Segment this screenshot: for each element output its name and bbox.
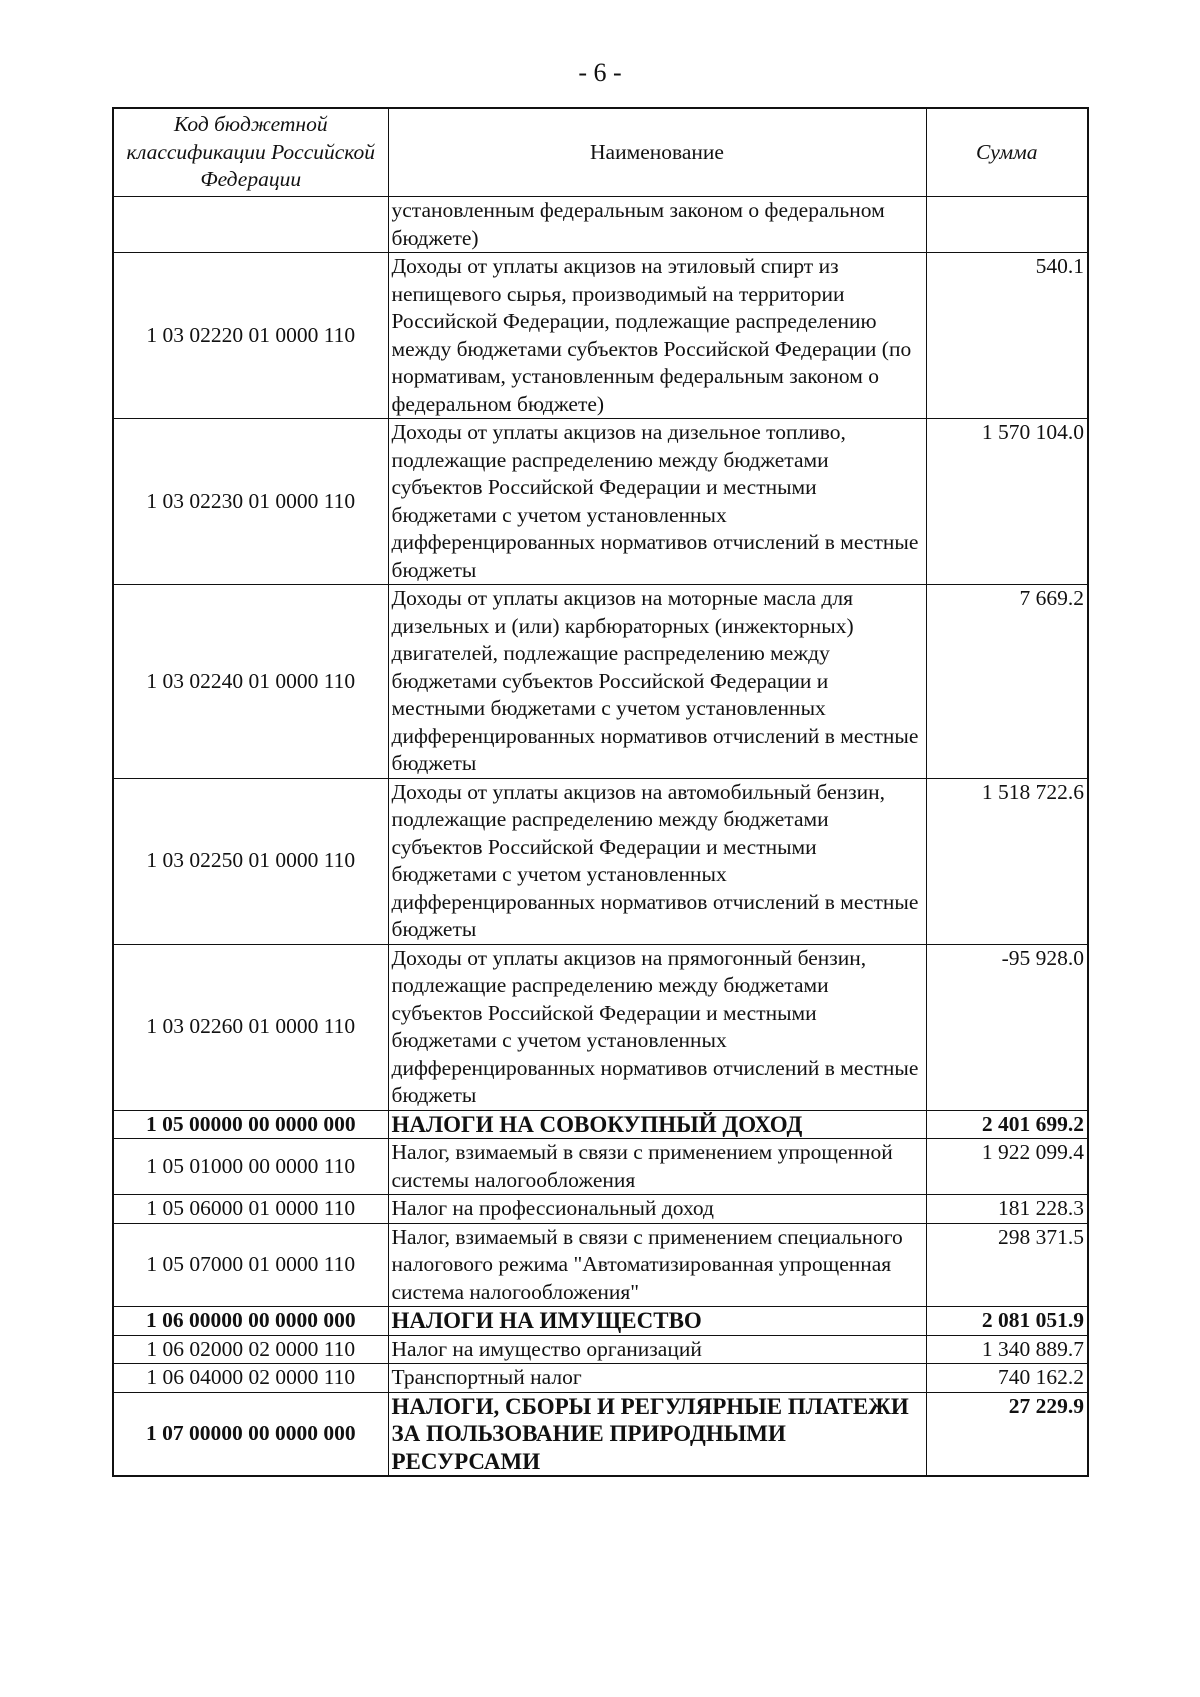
row-name: установленным федеральным законом о федеральном бюджете) — [388, 197, 926, 253]
row-code: 1 07 00000 00 0000 000 — [113, 1392, 388, 1476]
row-name: Доходы от уплаты акцизов на дизельное топливо, подлежащие распределению между бюджетами субъектов Российской Федерации и местными бюджетами с учетом установленных дифференцированных нормативов отчислений в местные бюджеты — [388, 419, 926, 585]
row-code: 1 06 02000 02 0000 110 — [113, 1335, 388, 1364]
row-code: 1 03 02260 01 0000 110 — [113, 944, 388, 1110]
row-code: 1 03 02230 01 0000 110 — [113, 419, 388, 585]
row-name: Налог, взимаемый в связи с применением упрощенной системы налогообложения — [388, 1139, 926, 1195]
row-sum: 1 340 889.7 — [926, 1335, 1088, 1364]
page-number: - 6 - — [578, 58, 622, 87]
row-sum — [926, 197, 1088, 253]
row-name: Налог, взимаемый в связи с применением специального налогового режима "Автоматизированная упрощенная система налогообложения" — [388, 1223, 926, 1307]
row-sum: 27 229.9 — [926, 1392, 1088, 1476]
row-sum: 740 162.2 — [926, 1364, 1088, 1393]
row-code: 1 06 00000 00 0000 000 — [113, 1307, 388, 1336]
row-sum: 181 228.3 — [926, 1195, 1088, 1224]
row-code: 1 05 06000 01 0000 110 — [113, 1195, 388, 1224]
row-code: 1 06 04000 02 0000 110 — [113, 1364, 388, 1393]
table-row — [113, 1110, 1088, 1139]
table-row — [113, 419, 1088, 585]
row-name: Доходы от уплаты акцизов на моторные масла для дизельных и (или) карбюраторных (инжекторных) двигателей, подлежащие распределению между бюджетами субъектов Российской Федерации и местными бюджетами с учетом установленных дифференцированных нормативов отчислений в местные бюджеты — [388, 585, 926, 779]
row-code — [113, 197, 388, 253]
table-row — [113, 1139, 1088, 1195]
row-sum: 298 371.5 — [926, 1223, 1088, 1307]
row-name: Транспортный налог — [388, 1364, 926, 1393]
row-code: 1 03 02250 01 0000 110 — [113, 778, 388, 944]
table-body — [113, 197, 1088, 1477]
table-row — [113, 253, 1088, 419]
header-name: Наименование — [388, 108, 926, 197]
row-code: 1 03 02220 01 0000 110 — [113, 253, 388, 419]
row-name: Доходы от уплаты акцизов на этиловый спирт из непищевого сырья, производимый на территории Российской Федерации, подлежащие распределению между бюджетами субъектов Российской Федерации (по нормативам, установленным федеральным законом о федеральном бюджете) — [388, 253, 926, 419]
row-name: НАЛОГИ, СБОРЫ И РЕГУЛЯРНЫЕ ПЛАТЕЖИ ЗА ПОЛЬЗОВАНИЕ ПРИРОДНЫМИ РЕСУРСАМИ — [388, 1392, 926, 1476]
table-row — [113, 197, 1088, 253]
row-sum: 2 081 051.9 — [926, 1307, 1088, 1336]
row-name: Доходы от уплаты акцизов на автомобильный бензин, подлежащие распределению между бюджетами субъектов Российской Федерации и местными бюджетами с учетом установленных дифференцированных нормативов отчислений в местные бюджеты — [388, 778, 926, 944]
row-name: Налог на имущество организаций — [388, 1335, 926, 1364]
row-name: Доходы от уплаты акцизов на прямогонный бензин, подлежащие распределению между бюджетами субъектов Российской Федерации и местными бюджетами с учетом установленных дифференцированных нормативов отчислений в местные бюджеты — [388, 944, 926, 1110]
table-row — [113, 1307, 1088, 1336]
row-code: 1 05 00000 00 0000 000 — [113, 1110, 388, 1139]
row-sum: 540.1 — [926, 253, 1088, 419]
header-code: Код бюджетной классификации Российской Федерации — [113, 108, 388, 197]
table-row — [113, 778, 1088, 944]
table-row — [113, 585, 1088, 779]
row-sum: 2 401 699.2 — [926, 1110, 1088, 1139]
row-sum: -95 928.0 — [926, 944, 1088, 1110]
table-row — [113, 1364, 1088, 1393]
budget-table — [112, 107, 1089, 1477]
table-row — [113, 1223, 1088, 1307]
header-sum: Сумма — [926, 108, 1088, 197]
row-code: 1 05 01000 00 0000 110 — [113, 1139, 388, 1195]
table-row — [113, 1392, 1088, 1476]
row-sum: 1 570 104.0 — [926, 419, 1088, 585]
table-header-row — [113, 108, 1088, 197]
row-sum: 1 922 099.4 — [926, 1139, 1088, 1195]
row-code: 1 03 02240 01 0000 110 — [113, 585, 388, 779]
table-row — [113, 1195, 1088, 1224]
row-name: НАЛОГИ НА ИМУЩЕСТВО — [388, 1307, 926, 1336]
row-sum: 7 669.2 — [926, 585, 1088, 779]
row-sum: 1 518 722.6 — [926, 778, 1088, 944]
table-row — [113, 1335, 1088, 1364]
table-row — [113, 944, 1088, 1110]
row-name: НАЛОГИ НА СОВОКУПНЫЙ ДОХОД — [388, 1110, 926, 1139]
row-code: 1 05 07000 01 0000 110 — [113, 1223, 388, 1307]
row-name: Налог на профессиональный доход — [388, 1195, 926, 1224]
